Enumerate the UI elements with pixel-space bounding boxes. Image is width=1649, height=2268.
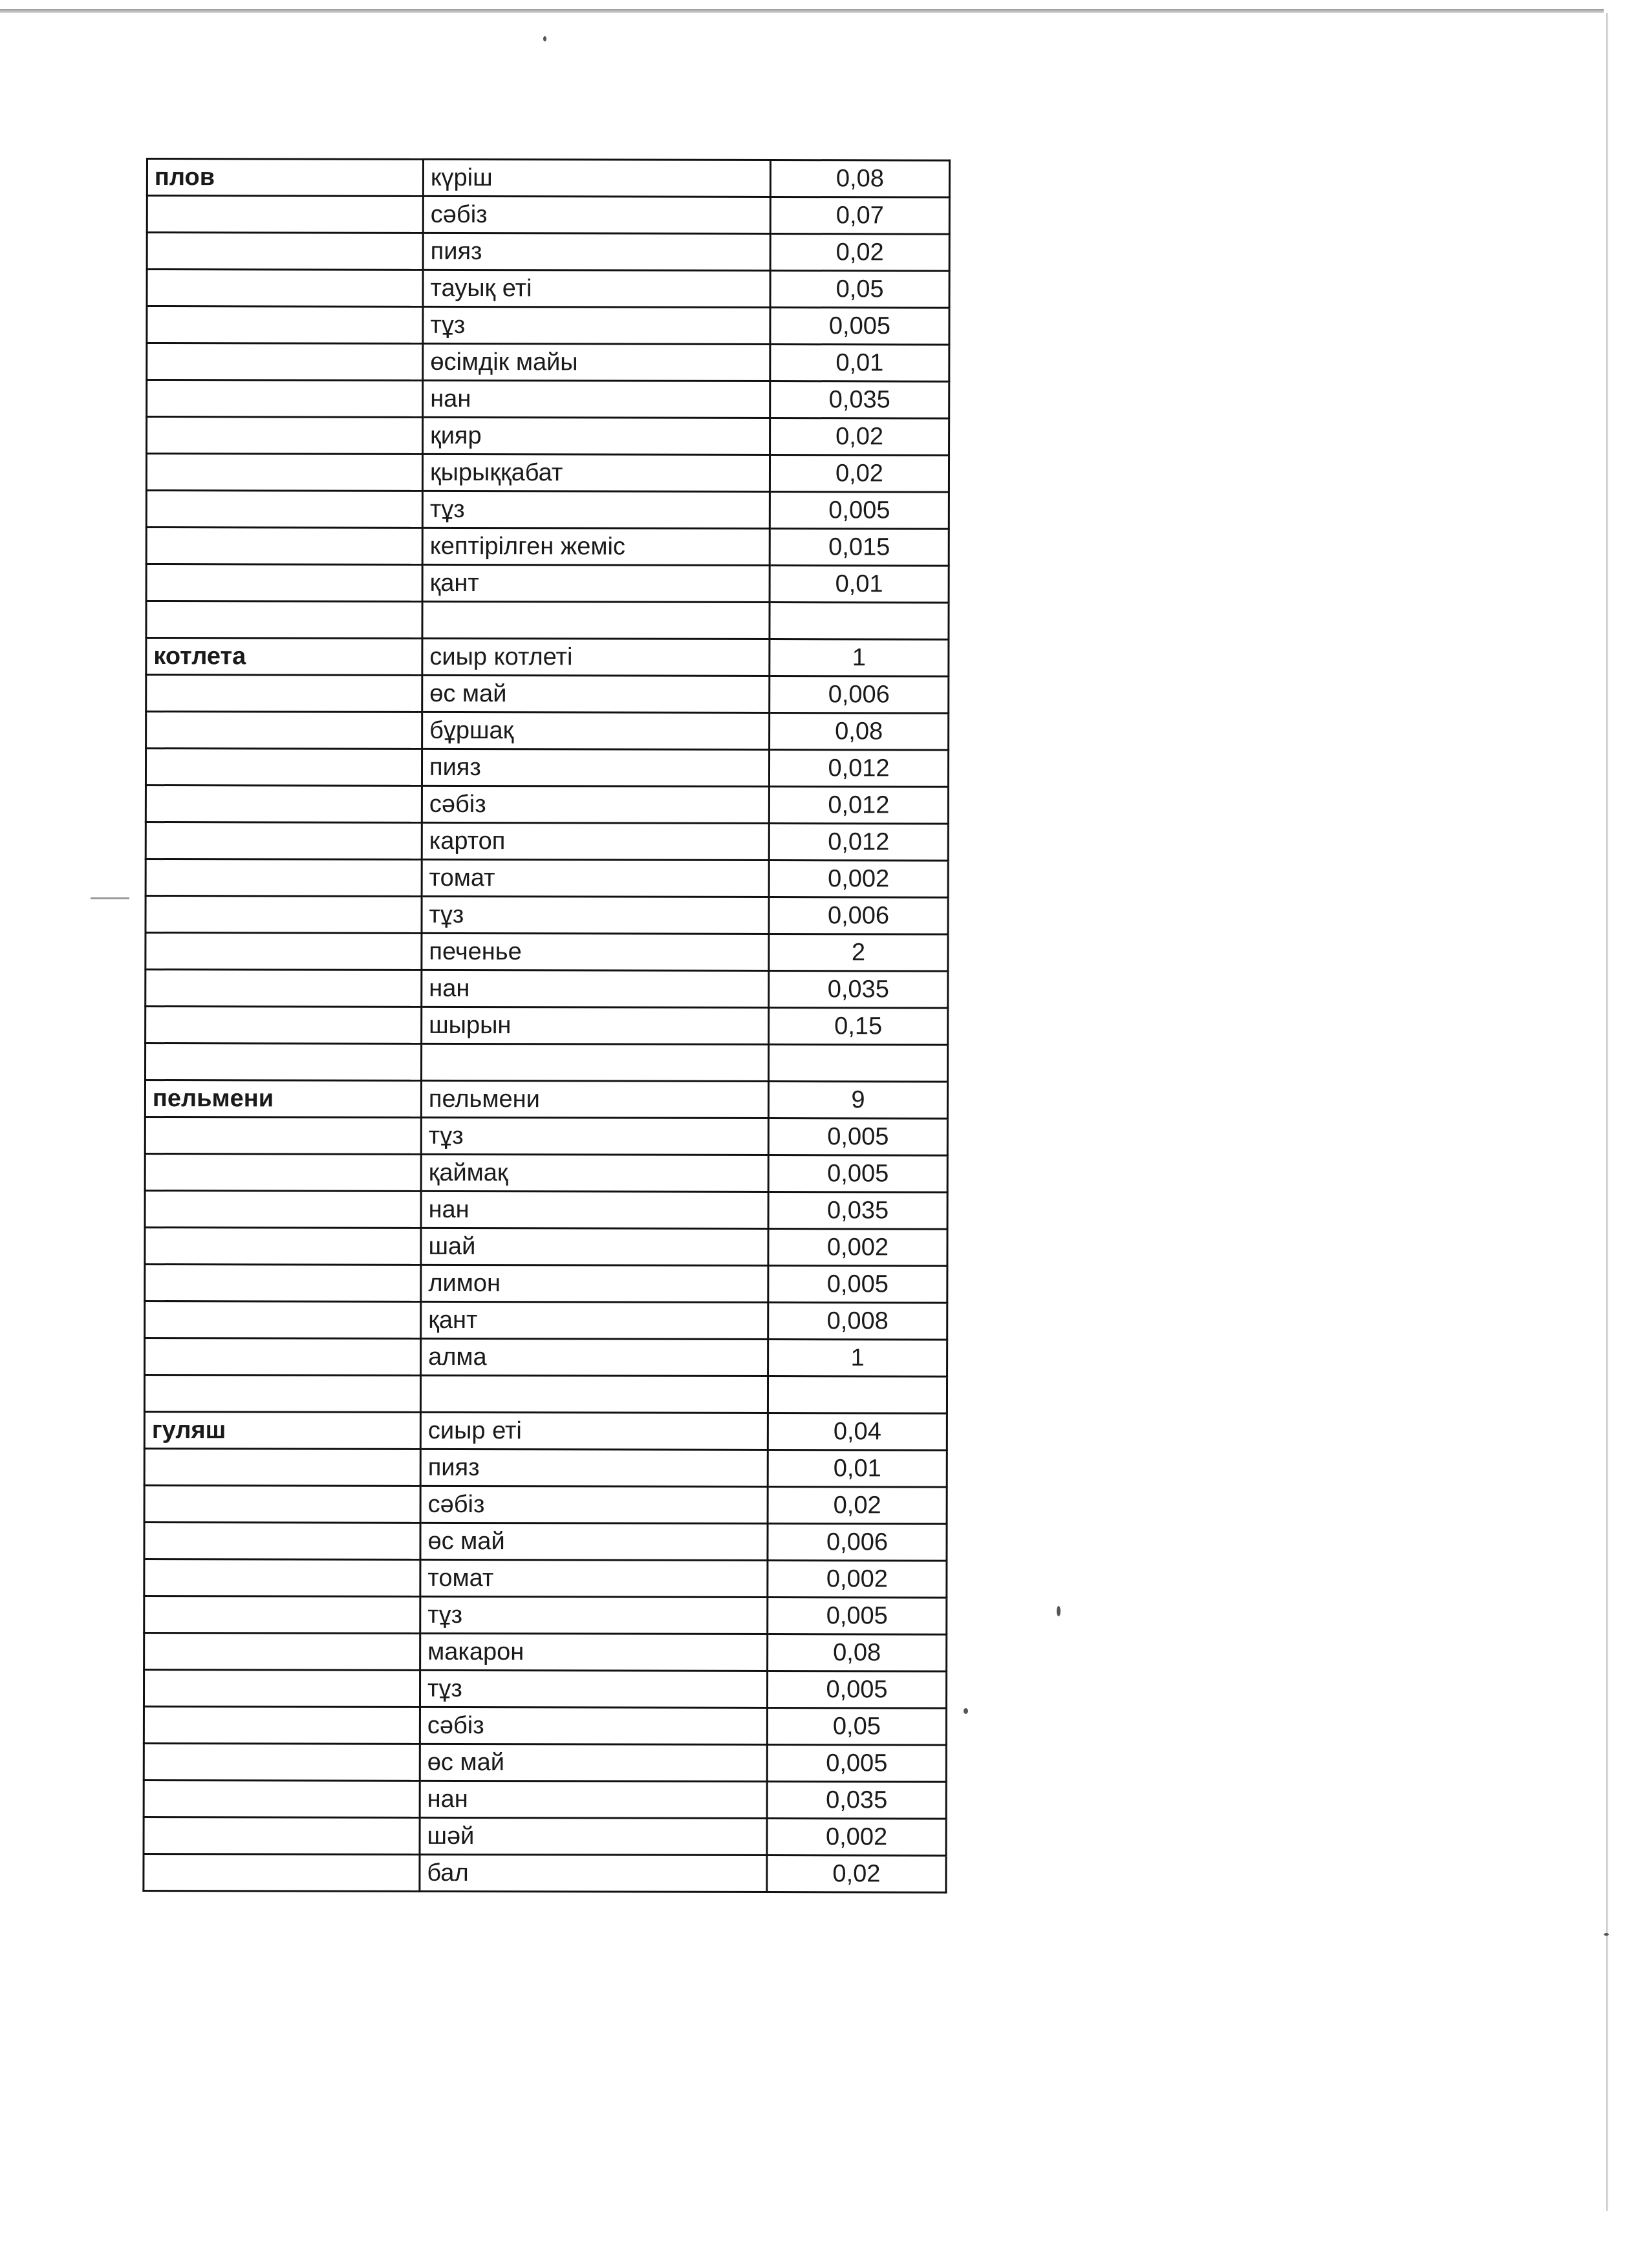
quantity-cell: 0,005 xyxy=(767,1671,946,1709)
ingredient-cell: бал xyxy=(420,1854,767,1892)
ingredient-cell: пельмени xyxy=(421,1080,768,1118)
ingredient-cell: қант xyxy=(421,1301,768,1339)
ingredient-cell: макарон xyxy=(420,1633,768,1671)
quantity-cell: 0,02 xyxy=(768,1487,947,1524)
table-row xyxy=(144,1854,946,1892)
quantity-cell: 0,02 xyxy=(767,1856,946,1893)
ingredient-cell: сәбіз xyxy=(420,1486,768,1523)
ingredient-cell: сиыр котлеті xyxy=(422,638,770,676)
empty-cell xyxy=(422,601,770,639)
menu-table xyxy=(142,158,951,1894)
table-row xyxy=(145,1117,947,1155)
table-row xyxy=(144,1817,946,1856)
dish-empty-cell xyxy=(146,1007,422,1044)
table-row xyxy=(147,417,949,456)
dish-empty-cell xyxy=(144,1596,420,1633)
quantity-cell: 0,08 xyxy=(770,713,949,751)
dish-empty-cell xyxy=(146,786,422,823)
dish-empty-cell xyxy=(144,1522,420,1559)
dish-empty-cell xyxy=(145,1153,421,1191)
table-row xyxy=(145,1190,947,1229)
dish-empty-cell xyxy=(144,1780,420,1817)
quantity-cell: 0,008 xyxy=(768,1303,947,1340)
table-row xyxy=(146,1007,948,1045)
dish-empty-cell xyxy=(145,1301,421,1338)
dish-empty-cell xyxy=(145,1190,421,1228)
dish-empty-cell xyxy=(146,896,422,934)
table-row xyxy=(144,1559,947,1598)
quantity-cell: 0,08 xyxy=(770,160,949,198)
scan-speck xyxy=(1057,1606,1061,1616)
table-row xyxy=(144,1411,947,1450)
dish-empty-cell xyxy=(146,933,422,970)
table-row xyxy=(144,1596,947,1634)
ingredient-cell: томат xyxy=(420,1559,768,1597)
dish-empty-cell xyxy=(146,859,422,897)
table-row xyxy=(146,675,949,714)
table-row xyxy=(145,1264,947,1303)
ingredient-cell: сиыр еті xyxy=(420,1412,768,1450)
table-row xyxy=(144,1669,946,1708)
quantity-cell: 0,002 xyxy=(768,1229,947,1267)
empty-cell xyxy=(146,1043,422,1081)
empty-cell xyxy=(769,1045,948,1082)
quantity-cell: 0,002 xyxy=(769,861,948,898)
ingredient-cell: пияз xyxy=(420,1449,768,1486)
table-row xyxy=(146,564,949,603)
quantity-cell: 0,08 xyxy=(768,1634,947,1672)
quantity-cell: 0,01 xyxy=(768,1450,947,1488)
table-row xyxy=(147,306,949,345)
dish-empty-cell xyxy=(146,564,422,602)
dish-empty-cell xyxy=(144,1743,420,1781)
quantity-cell: 0,015 xyxy=(770,529,949,566)
scan-right-edge xyxy=(1606,13,1608,2211)
ingredient-cell: алма xyxy=(421,1338,768,1376)
quantity-cell: 0,04 xyxy=(768,1413,947,1451)
menu-table-body xyxy=(144,159,950,1893)
table-row xyxy=(144,1632,947,1671)
scan-speck xyxy=(543,36,546,41)
quantity-cell: 0,035 xyxy=(770,381,949,419)
ingredient-cell: тұз xyxy=(422,491,770,528)
dish-empty-cell xyxy=(146,491,422,528)
dish-empty-cell xyxy=(147,270,423,307)
table-row xyxy=(145,1301,947,1340)
quantity-cell: 0,005 xyxy=(767,1745,946,1782)
spacer-row xyxy=(146,601,949,640)
ingredient-cell: сәбіз xyxy=(422,786,769,823)
dish-name-cell: котлета xyxy=(146,638,422,676)
ingredient-cell: печенье xyxy=(422,933,769,970)
ingredient-cell: өс май xyxy=(420,1523,768,1560)
ingredient-cell: бұршақ xyxy=(422,712,770,749)
spacer-row xyxy=(146,1043,948,1082)
table-row xyxy=(145,1227,947,1266)
table-row xyxy=(146,749,948,787)
table-row xyxy=(146,491,949,530)
ingredient-cell: шай xyxy=(421,1228,768,1265)
ingredient-cell: күріш xyxy=(423,159,770,197)
dish-empty-cell xyxy=(145,1338,421,1375)
quantity-cell: 0,012 xyxy=(769,824,948,861)
quantity-cell: 0,002 xyxy=(767,1819,946,1856)
quantity-cell: 0,005 xyxy=(768,1118,947,1156)
dish-empty-cell xyxy=(146,675,422,712)
table-row xyxy=(146,859,948,898)
table-row xyxy=(147,159,949,198)
ingredient-cell: тұз xyxy=(423,306,770,344)
dish-name-cell: гуляш xyxy=(144,1411,420,1449)
dish-empty-cell xyxy=(146,749,422,786)
quantity-cell: 0,02 xyxy=(770,418,949,456)
dish-empty-cell xyxy=(146,712,422,749)
table-row xyxy=(147,233,949,272)
ingredient-cell: кептірілген жеміс xyxy=(422,528,770,565)
quantity-cell: 0,01 xyxy=(770,345,949,382)
dish-empty-cell xyxy=(147,196,423,233)
dish-empty-cell xyxy=(147,306,423,344)
table-row xyxy=(146,786,948,824)
quantity-cell: 1 xyxy=(770,639,949,677)
dish-empty-cell xyxy=(144,1817,420,1854)
dish-empty-cell xyxy=(147,417,423,455)
ingredient-cell: картоп xyxy=(422,822,769,860)
quantity-cell: 0,07 xyxy=(770,197,949,235)
quantity-cell: 0,005 xyxy=(768,1266,947,1303)
table-row xyxy=(145,1338,947,1376)
quantity-cell: 9 xyxy=(768,1082,947,1119)
quantity-cell: 0,05 xyxy=(770,271,949,308)
dish-empty-cell xyxy=(145,1117,421,1154)
ingredient-cell: қаймақ xyxy=(421,1154,768,1192)
quantity-cell: 0,005 xyxy=(770,492,949,530)
quantity-cell: 0,05 xyxy=(767,1708,946,1746)
dish-empty-cell xyxy=(144,1669,420,1707)
ingredient-cell: қырыққабат xyxy=(422,454,770,491)
ingredient-cell: тұз xyxy=(421,1117,768,1155)
ingredient-cell: өс май xyxy=(422,675,770,712)
scan-speck xyxy=(964,1708,968,1714)
dish-name-cell: пельмени xyxy=(145,1080,421,1118)
table-row xyxy=(146,638,949,677)
dish-empty-cell xyxy=(145,1264,421,1301)
ingredient-cell: тұз xyxy=(420,1596,768,1634)
dish-empty-cell xyxy=(144,1854,420,1891)
quantity-cell: 0,005 xyxy=(768,1155,947,1193)
quantity-cell: 0,002 xyxy=(768,1561,947,1598)
table-row xyxy=(144,1448,947,1487)
table-row xyxy=(144,1743,946,1782)
dish-empty-cell xyxy=(144,1706,420,1744)
ingredient-cell: шырын xyxy=(422,1007,769,1044)
quantity-cell: 0,005 xyxy=(770,308,949,345)
dish-empty-cell xyxy=(147,343,423,381)
scan-top-edge xyxy=(0,9,1604,13)
table-row xyxy=(146,712,949,751)
quantity-cell: 0,005 xyxy=(768,1598,947,1635)
dish-empty-cell xyxy=(146,454,422,491)
table-row xyxy=(147,196,949,235)
dish-empty-cell xyxy=(146,970,422,1007)
dish-name-cell: плов xyxy=(147,159,423,197)
quantity-cell: 0,02 xyxy=(770,455,949,493)
quantity-cell: 0,035 xyxy=(768,1192,947,1230)
ingredient-cell: пияз xyxy=(422,749,769,786)
ingredient-cell: нан xyxy=(421,1191,768,1228)
ingredient-cell: нан xyxy=(422,970,769,1007)
quantity-cell: 0,006 xyxy=(768,1524,947,1561)
quantity-cell: 0,15 xyxy=(769,1008,948,1045)
ingredient-cell: тауық еті xyxy=(423,270,770,307)
empty-cell xyxy=(768,1376,947,1414)
table-row xyxy=(146,454,949,493)
dish-empty-cell xyxy=(144,1632,420,1670)
ingredient-cell: сәбіз xyxy=(420,1707,767,1744)
table-row xyxy=(147,270,949,308)
spacer-row xyxy=(144,1375,947,1413)
ingredient-cell: өс май xyxy=(420,1744,767,1781)
quantity-cell: 0,012 xyxy=(769,787,948,824)
table-row xyxy=(145,1080,947,1119)
table-row xyxy=(146,933,948,972)
quantity-cell: 0,012 xyxy=(769,750,948,787)
dish-empty-cell xyxy=(144,1559,420,1596)
dish-empty-cell xyxy=(147,380,423,418)
ingredient-cell: томат xyxy=(422,859,769,897)
dish-empty-cell xyxy=(145,1227,421,1265)
empty-cell xyxy=(146,601,422,639)
quantity-cell: 0,01 xyxy=(770,566,949,603)
empty-cell xyxy=(144,1375,420,1412)
quantity-cell: 1 xyxy=(768,1340,947,1377)
empty-cell xyxy=(420,1375,768,1413)
scan-speck xyxy=(91,897,129,899)
table-row xyxy=(144,1706,946,1745)
ingredient-cell: шәй xyxy=(420,1817,767,1855)
ingredient-cell: нан xyxy=(420,1781,767,1818)
ingredient-cell: тұз xyxy=(420,1670,767,1707)
table-row xyxy=(144,1485,947,1524)
table-row xyxy=(146,970,948,1009)
dish-empty-cell xyxy=(144,1485,420,1523)
dish-empty-cell xyxy=(147,233,423,270)
ingredient-cell: қияр xyxy=(423,417,770,455)
ingredient-cell: тұз xyxy=(422,896,769,934)
quantity-cell: 0,035 xyxy=(767,1782,946,1819)
ingredient-cell: нан xyxy=(423,380,770,418)
ingredient-cell: қант xyxy=(422,564,770,602)
ingredient-cell: лимон xyxy=(421,1265,768,1302)
table-row xyxy=(144,1780,946,1819)
table-row xyxy=(146,528,949,566)
dish-empty-cell xyxy=(146,822,422,860)
empty-cell xyxy=(422,1043,769,1081)
table-row xyxy=(145,1153,947,1192)
table-row xyxy=(147,343,949,382)
empty-cell xyxy=(770,603,949,640)
dish-empty-cell xyxy=(144,1448,420,1486)
table-row xyxy=(147,380,949,419)
dish-empty-cell xyxy=(146,528,422,565)
quantity-cell: 2 xyxy=(769,934,948,972)
ingredient-cell: өсімдік майы xyxy=(423,343,770,381)
scan-speck xyxy=(1604,1933,1609,1936)
table-row xyxy=(146,896,948,935)
ingredient-cell: пияз xyxy=(423,233,770,270)
quantity-cell: 0,006 xyxy=(769,897,948,935)
quantity-cell: 0,035 xyxy=(769,971,948,1009)
table-row xyxy=(146,822,948,861)
quantity-cell: 0,006 xyxy=(770,676,949,714)
table-row xyxy=(144,1522,947,1561)
ingredient-cell: сәбіз xyxy=(423,196,770,233)
quantity-cell: 0,02 xyxy=(770,234,949,272)
